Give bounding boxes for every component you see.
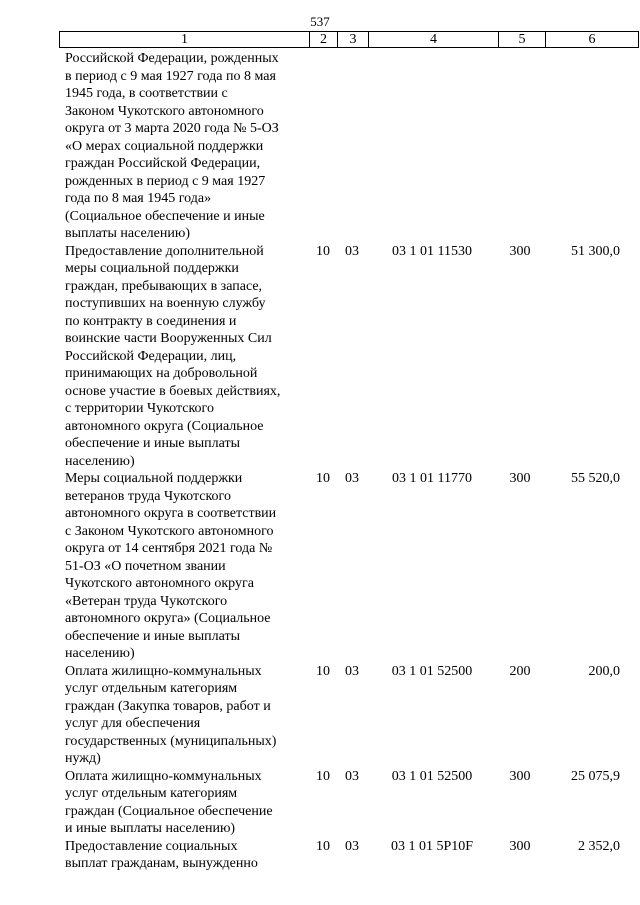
row-description: Предоставление дополнительной меры социальной поддержки граждан, пребывающих в запасе, поступивших на военную службу по контракту в соединения и воинские части Вооруженных Сил Российской Федерации, лиц, принимающих на добровольной основе участие в боевых действиях, с территории Чукотского автономного округа (Социальное обеспечение и иные выплаты населению) [65,243,281,469]
row-amount: 25 075,9 [571,768,620,784]
table-row [59,663,640,768]
row-subsection: 03 [345,243,359,259]
header-col-4: 4 [369,32,499,48]
header-col-6: 6 [546,32,639,48]
row-subsection: 03 [345,471,359,486]
table-row [59,470,640,663]
row-description: Оплата жилищно-коммунальных услуг отдельным категориям граждан (Закупка товаров, работ и услуг для обеспечения государственных (муниципальных) нужд) [65,663,277,766]
row-target-code: 03 1 01 52500 [391,663,473,679]
row-expense-type: 300 [509,838,531,854]
row-amount: 2 352,0 [578,838,620,854]
row-subsection: 03 [345,663,359,679]
row-description: Оплата жилищно-коммунальных услуг отдельным категориям граждан (Социальное обеспечение и иные выплаты населению) [65,768,273,836]
row-description: Российской Федерации, рожденных в период с 9 мая 1927 года по 8 мая 1945 года, в соответствии с Законом Чукотского автономного округа от 3 марта 2020 года № 5-ОЗ «О мерах социальной поддержки граждан Российской Федерации, рожденных в период с 9 мая 1927 года по 8 мая 1945 года» (Социальное обеспечение и иные выплаты населению) [65,51,279,241]
row-section: 10 [316,838,330,854]
row-section: 10 [316,663,330,679]
row-subsection: 03 [345,838,359,854]
header-col-1: 1 [60,32,310,48]
row-expense-type: 200 [509,663,531,679]
row-description: Меры социальной поддержки ветеранов труда Чукотского автономного округа в соответствии с Законом Чукотского автономного округа от 14 сентября 2021 года № 51-ОЗ «О почетном звании Чукотского автономного округа «Ветеран труда Чукотского автономного округа» (Социальное обеспечение и иные выплаты населению) [65,471,277,661]
row-section: 10 [316,768,330,784]
table-header [59,31,639,48]
table-row [59,838,640,873]
row-amount: 51 300,0 [571,243,620,259]
row-amount: 55 520,0 [571,471,620,486]
header-col-5: 5 [499,32,546,48]
row-target-code: 03 1 01 5Р10F [390,838,474,854]
header-col-3: 3 [338,32,369,48]
row-section: 10 [316,471,330,486]
row-amount: 200,0 [588,663,620,679]
row-description: Предоставление социальных выплат гражданам, вынужденно [65,838,258,871]
row-expense-type: 300 [509,243,531,259]
header-row [60,32,639,48]
table-row [59,243,640,471]
row-subsection: 03 [345,768,359,784]
header-col-2: 2 [310,32,338,48]
table-body [59,50,640,873]
row-section: 10 [316,243,330,259]
row-target-code: 03 1 01 11530 [392,243,472,259]
row-target-code: 03 1 01 11770 [392,471,472,486]
row-expense-type: 300 [509,768,531,784]
page-number: 537 [310,14,330,29]
row-expense-type: 300 [509,471,531,486]
row-target-code: 03 1 01 52500 [391,768,473,784]
table-row [59,768,640,838]
table-row [59,50,640,243]
